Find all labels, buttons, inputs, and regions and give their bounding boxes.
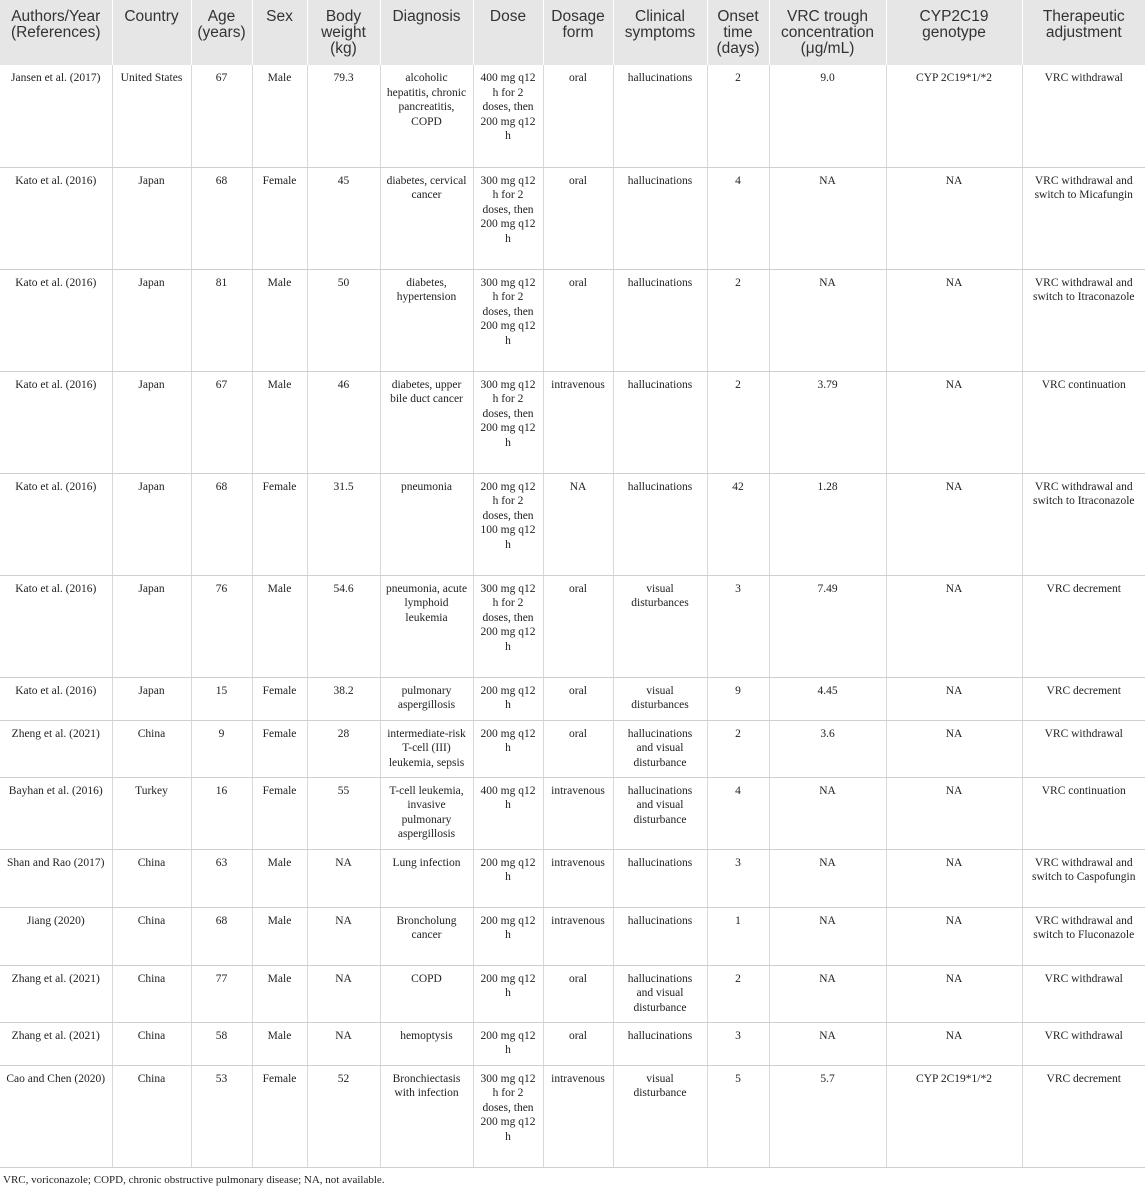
table-row — [0, 473, 1145, 575]
cell-body-weight: NA — [307, 849, 380, 907]
cell-clinical-symptoms: visual disturbances — [613, 575, 707, 677]
cell-body-weight: 31.5 — [307, 473, 380, 575]
cell-dosage-form: oral — [543, 720, 613, 777]
cell-cyp2c19: NA — [886, 720, 1022, 777]
cell-diagnosis: Bronchiectasis with infection — [380, 1065, 473, 1167]
cell-authors: Shan and Rao (2017) — [0, 849, 112, 907]
cell-clinical-symptoms: hallucinations — [613, 167, 707, 269]
column-header-therapeutic-adjustment: Therapeutic adjustment — [1022, 0, 1145, 65]
cell-age: 81 — [191, 269, 252, 371]
cell-dosage-form: oral — [543, 677, 613, 720]
cell-cyp2c19: NA — [886, 907, 1022, 965]
cell-vrc-trough: NA — [769, 1022, 886, 1065]
cell-dose: 300 mg q12 h for 2 doses, then 200 mg q12 h — [473, 575, 543, 677]
cell-dose: 200 mg q12 h — [473, 1022, 543, 1065]
column-header-authors: Authors/Year (References) — [0, 0, 112, 65]
column-header-dose: Dose — [473, 0, 543, 65]
cell-sex: Male — [252, 371, 307, 473]
table-row — [0, 1065, 1145, 1167]
column-header-dosage-form: Dosage form — [543, 0, 613, 65]
column-header-age: Age (years) — [191, 0, 252, 65]
cell-body-weight: 38.2 — [307, 677, 380, 720]
table-row — [0, 269, 1145, 371]
table-row — [0, 720, 1145, 777]
cell-authors: Kato et al. (2016) — [0, 371, 112, 473]
cell-onset-time: 2 — [707, 269, 769, 371]
cell-therapeutic-adjustment: VRC withdrawal and switch to Itraconazole — [1022, 269, 1145, 371]
column-header-onset-time: Onset time (days) — [707, 0, 769, 65]
cell-cyp2c19: NA — [886, 371, 1022, 473]
cell-clinical-symptoms: hallucinations — [613, 473, 707, 575]
cell-diagnosis: pneumonia — [380, 473, 473, 575]
cell-country: United States — [112, 65, 191, 167]
cell-body-weight: 79.3 — [307, 65, 380, 167]
cell-age: 9 — [191, 720, 252, 777]
cell-authors: Kato et al. (2016) — [0, 269, 112, 371]
cell-age: 16 — [191, 777, 252, 849]
cell-body-weight: 28 — [307, 720, 380, 777]
cell-country: China — [112, 720, 191, 777]
cell-diagnosis: alcoholic hepatitis, chronic pancreatitis, COPD — [380, 65, 473, 167]
cell-onset-time: 5 — [707, 1065, 769, 1167]
table-row — [0, 849, 1145, 907]
table-row — [0, 65, 1145, 167]
column-header-body-weight: Body weight (kg) — [307, 0, 380, 65]
cell-age: 53 — [191, 1065, 252, 1167]
column-header-diagnosis: Diagnosis — [380, 0, 473, 65]
cell-therapeutic-adjustment: VRC withdrawal — [1022, 965, 1145, 1022]
cell-age: 68 — [191, 473, 252, 575]
cell-therapeutic-adjustment: VRC withdrawal — [1022, 1022, 1145, 1065]
cell-age: 15 — [191, 677, 252, 720]
cell-dose: 200 mg q12 h — [473, 720, 543, 777]
cell-country: Turkey — [112, 777, 191, 849]
cell-dose: 200 mg q12 h for 2 doses, then 100 mg q12 h — [473, 473, 543, 575]
cell-clinical-symptoms: hallucinations and visual disturbance — [613, 720, 707, 777]
cell-clinical-symptoms: hallucinations — [613, 1022, 707, 1065]
table-row — [0, 965, 1145, 1022]
cell-clinical-symptoms: hallucinations — [613, 849, 707, 907]
cell-dose: 300 mg q12 h for 2 doses, then 200 mg q12 h — [473, 1065, 543, 1167]
cell-body-weight: 46 — [307, 371, 380, 473]
column-header-sex: Sex — [252, 0, 307, 65]
table-row — [0, 1022, 1145, 1065]
cell-dose: 400 mg q12 h for 2 doses, then 200 mg q12 h — [473, 65, 543, 167]
cell-cyp2c19: NA — [886, 1022, 1022, 1065]
cell-sex: Female — [252, 167, 307, 269]
cell-authors: Kato et al. (2016) — [0, 473, 112, 575]
cell-sex: Male — [252, 575, 307, 677]
cell-authors: Zheng et al. (2021) — [0, 720, 112, 777]
cell-dosage-form: intravenous — [543, 907, 613, 965]
cell-onset-time: 2 — [707, 720, 769, 777]
cell-therapeutic-adjustment: VRC decrement — [1022, 677, 1145, 720]
cell-vrc-trough: 3.79 — [769, 371, 886, 473]
cell-age: 68 — [191, 907, 252, 965]
table-header-row — [0, 0, 1145, 65]
cell-dose: 200 mg q12 h — [473, 907, 543, 965]
cell-country: China — [112, 965, 191, 1022]
cell-sex: Female — [252, 720, 307, 777]
cell-country: Japan — [112, 473, 191, 575]
cell-sex: Female — [252, 677, 307, 720]
cell-therapeutic-adjustment: VRC continuation — [1022, 777, 1145, 849]
column-header-clinical-symptoms: Clinical symptoms — [613, 0, 707, 65]
cell-body-weight: 55 — [307, 777, 380, 849]
cell-country: Japan — [112, 167, 191, 269]
cell-onset-time: 9 — [707, 677, 769, 720]
cell-onset-time: 4 — [707, 777, 769, 849]
cell-country: Japan — [112, 371, 191, 473]
cell-country: Japan — [112, 269, 191, 371]
cell-country: Japan — [112, 677, 191, 720]
cell-dose: 300 mg q12 h for 2 doses, then 200 mg q12 h — [473, 269, 543, 371]
cell-onset-time: 3 — [707, 575, 769, 677]
table-row — [0, 907, 1145, 965]
table-row — [0, 371, 1145, 473]
cell-diagnosis: diabetes, cervical cancer — [380, 167, 473, 269]
cell-clinical-symptoms: hallucinations — [613, 907, 707, 965]
cell-dosage-form: NA — [543, 473, 613, 575]
cell-dosage-form: oral — [543, 269, 613, 371]
cell-diagnosis: pneumonia, acute lymphoid leukemia — [380, 575, 473, 677]
cell-dosage-form: oral — [543, 965, 613, 1022]
cell-clinical-symptoms: hallucinations — [613, 269, 707, 371]
cell-clinical-symptoms: hallucinations — [613, 65, 707, 167]
cell-therapeutic-adjustment: VRC withdrawal — [1022, 65, 1145, 167]
cell-vrc-trough: 3.6 — [769, 720, 886, 777]
cell-vrc-trough: NA — [769, 777, 886, 849]
cell-country: Japan — [112, 575, 191, 677]
cell-cyp2c19: CYP 2C19*1/*2 — [886, 1065, 1022, 1167]
cell-clinical-symptoms: visual disturbances — [613, 677, 707, 720]
cell-vrc-trough: 4.45 — [769, 677, 886, 720]
cell-dosage-form: oral — [543, 167, 613, 269]
cell-onset-time: 3 — [707, 1022, 769, 1065]
cell-therapeutic-adjustment: VRC decrement — [1022, 575, 1145, 677]
cell-vrc-trough: NA — [769, 849, 886, 907]
cell-authors: Kato et al. (2016) — [0, 167, 112, 269]
cell-cyp2c19: NA — [886, 167, 1022, 269]
cell-vrc-trough: 5.7 — [769, 1065, 886, 1167]
cell-therapeutic-adjustment: VRC withdrawal and switch to Micafungin — [1022, 167, 1145, 269]
cell-age: 63 — [191, 849, 252, 907]
cell-dose: 400 mg q12 h — [473, 777, 543, 849]
cell-dose: 300 mg q12 h for 2 doses, then 200 mg q12 h — [473, 371, 543, 473]
cell-country: China — [112, 849, 191, 907]
cell-cyp2c19: NA — [886, 849, 1022, 907]
cell-dosage-form: intravenous — [543, 1065, 613, 1167]
cell-country: China — [112, 1022, 191, 1065]
column-header-cyp2c19: CYP2C19 genotype — [886, 0, 1022, 65]
cell-onset-time: 1 — [707, 907, 769, 965]
cell-onset-time: 2 — [707, 65, 769, 167]
cell-vrc-trough: 9.0 — [769, 65, 886, 167]
cell-age: 67 — [191, 65, 252, 167]
cell-therapeutic-adjustment: VRC withdrawal — [1022, 720, 1145, 777]
cell-vrc-trough: NA — [769, 269, 886, 371]
cell-therapeutic-adjustment: VRC withdrawal and switch to Fluconazole — [1022, 907, 1145, 965]
cell-diagnosis: hemoptysis — [380, 1022, 473, 1065]
cell-authors: Zhang et al. (2021) — [0, 1022, 112, 1065]
cell-vrc-trough: NA — [769, 167, 886, 269]
cell-dosage-form: intravenous — [543, 777, 613, 849]
cell-dosage-form: oral — [543, 1022, 613, 1065]
cell-authors: Jiang (2020) — [0, 907, 112, 965]
cell-authors: Kato et al. (2016) — [0, 575, 112, 677]
column-header-country: Country — [112, 0, 191, 65]
cell-sex: Male — [252, 849, 307, 907]
cell-dose: 200 mg q12 h — [473, 965, 543, 1022]
cell-dosage-form: oral — [543, 65, 613, 167]
cell-dosage-form: oral — [543, 575, 613, 677]
cell-cyp2c19: NA — [886, 777, 1022, 849]
cell-therapeutic-adjustment: VRC decrement — [1022, 1065, 1145, 1167]
table-row — [0, 777, 1145, 849]
table-row — [0, 167, 1145, 269]
cell-body-weight: NA — [307, 907, 380, 965]
cell-clinical-symptoms: hallucinations — [613, 371, 707, 473]
cell-cyp2c19: NA — [886, 677, 1022, 720]
cell-vrc-trough: 1.28 — [769, 473, 886, 575]
cell-onset-time: 3 — [707, 849, 769, 907]
cell-body-weight: NA — [307, 1022, 380, 1065]
cell-cyp2c19: CYP 2C19*1/*2 — [886, 65, 1022, 167]
cell-diagnosis: diabetes, upper bile duct cancer — [380, 371, 473, 473]
table-row — [0, 575, 1145, 677]
cell-sex: Male — [252, 65, 307, 167]
cell-country: China — [112, 1065, 191, 1167]
cell-diagnosis: intermediate-risk T-cell (III) leukemia, sepsis — [380, 720, 473, 777]
cell-age: 68 — [191, 167, 252, 269]
table-row — [0, 677, 1145, 720]
cell-onset-time: 4 — [707, 167, 769, 269]
cell-authors: Bayhan et al. (2016) — [0, 777, 112, 849]
cell-cyp2c19: NA — [886, 473, 1022, 575]
cell-dose: 200 mg q12 h — [473, 677, 543, 720]
cell-sex: Female — [252, 473, 307, 575]
cell-diagnosis: Lung infection — [380, 849, 473, 907]
cell-authors: Jansen et al. (2017) — [0, 65, 112, 167]
cell-vrc-trough: NA — [769, 907, 886, 965]
cell-sex: Male — [252, 269, 307, 371]
cell-diagnosis: T-cell leukemia, invasive pulmonary aspergillosis — [380, 777, 473, 849]
cell-cyp2c19: NA — [886, 269, 1022, 371]
table-footnote: VRC, voriconazole; COPD, chronic obstructive pulmonary disease; NA, not available. — [3, 1173, 385, 1186]
cell-country: China — [112, 907, 191, 965]
cell-authors: Zhang et al. (2021) — [0, 965, 112, 1022]
cell-diagnosis: diabetes, hypertension — [380, 269, 473, 371]
cell-body-weight: 45 — [307, 167, 380, 269]
cell-clinical-symptoms: visual disturbance — [613, 1065, 707, 1167]
cell-dose: 300 mg q12 h for 2 doses, then 200 mg q12 h — [473, 167, 543, 269]
cell-sex: Female — [252, 1065, 307, 1167]
cell-sex: Male — [252, 907, 307, 965]
cell-diagnosis: Broncholung cancer — [380, 907, 473, 965]
cell-clinical-symptoms: hallucinations and visual disturbance — [613, 777, 707, 849]
table-body — [0, 65, 1145, 1167]
cell-dosage-form: intravenous — [543, 371, 613, 473]
column-header-vrc-trough: VRC trough concentration (μg/mL) — [769, 0, 886, 65]
cell-therapeutic-adjustment: VRC withdrawal and switch to Caspofungin — [1022, 849, 1145, 907]
cell-age: 67 — [191, 371, 252, 473]
cell-diagnosis: pulmonary aspergillosis — [380, 677, 473, 720]
cell-body-weight: 50 — [307, 269, 380, 371]
cell-age: 58 — [191, 1022, 252, 1065]
cell-dose: 200 mg q12 h — [473, 849, 543, 907]
cell-sex: Male — [252, 965, 307, 1022]
cell-body-weight: 54.6 — [307, 575, 380, 677]
cell-clinical-symptoms: hallucinations and visual disturbance — [613, 965, 707, 1022]
cell-vrc-trough: 7.49 — [769, 575, 886, 677]
cell-therapeutic-adjustment: VRC continuation — [1022, 371, 1145, 473]
cell-authors: Kato et al. (2016) — [0, 677, 112, 720]
cell-authors: Cao and Chen (2020) — [0, 1065, 112, 1167]
cell-sex: Female — [252, 777, 307, 849]
cell-sex: Male — [252, 1022, 307, 1065]
cell-diagnosis: COPD — [380, 965, 473, 1022]
cell-body-weight: NA — [307, 965, 380, 1022]
cell-onset-time: 2 — [707, 371, 769, 473]
cell-cyp2c19: NA — [886, 575, 1022, 677]
cell-age: 76 — [191, 575, 252, 677]
cell-body-weight: 52 — [307, 1065, 380, 1167]
cell-dosage-form: intravenous — [543, 849, 613, 907]
cell-age: 77 — [191, 965, 252, 1022]
cell-therapeutic-adjustment: VRC withdrawal and switch to Itraconazole — [1022, 473, 1145, 575]
cell-vrc-trough: NA — [769, 965, 886, 1022]
cell-onset-time: 2 — [707, 965, 769, 1022]
cell-cyp2c19: NA — [886, 965, 1022, 1022]
cell-onset-time: 42 — [707, 473, 769, 575]
